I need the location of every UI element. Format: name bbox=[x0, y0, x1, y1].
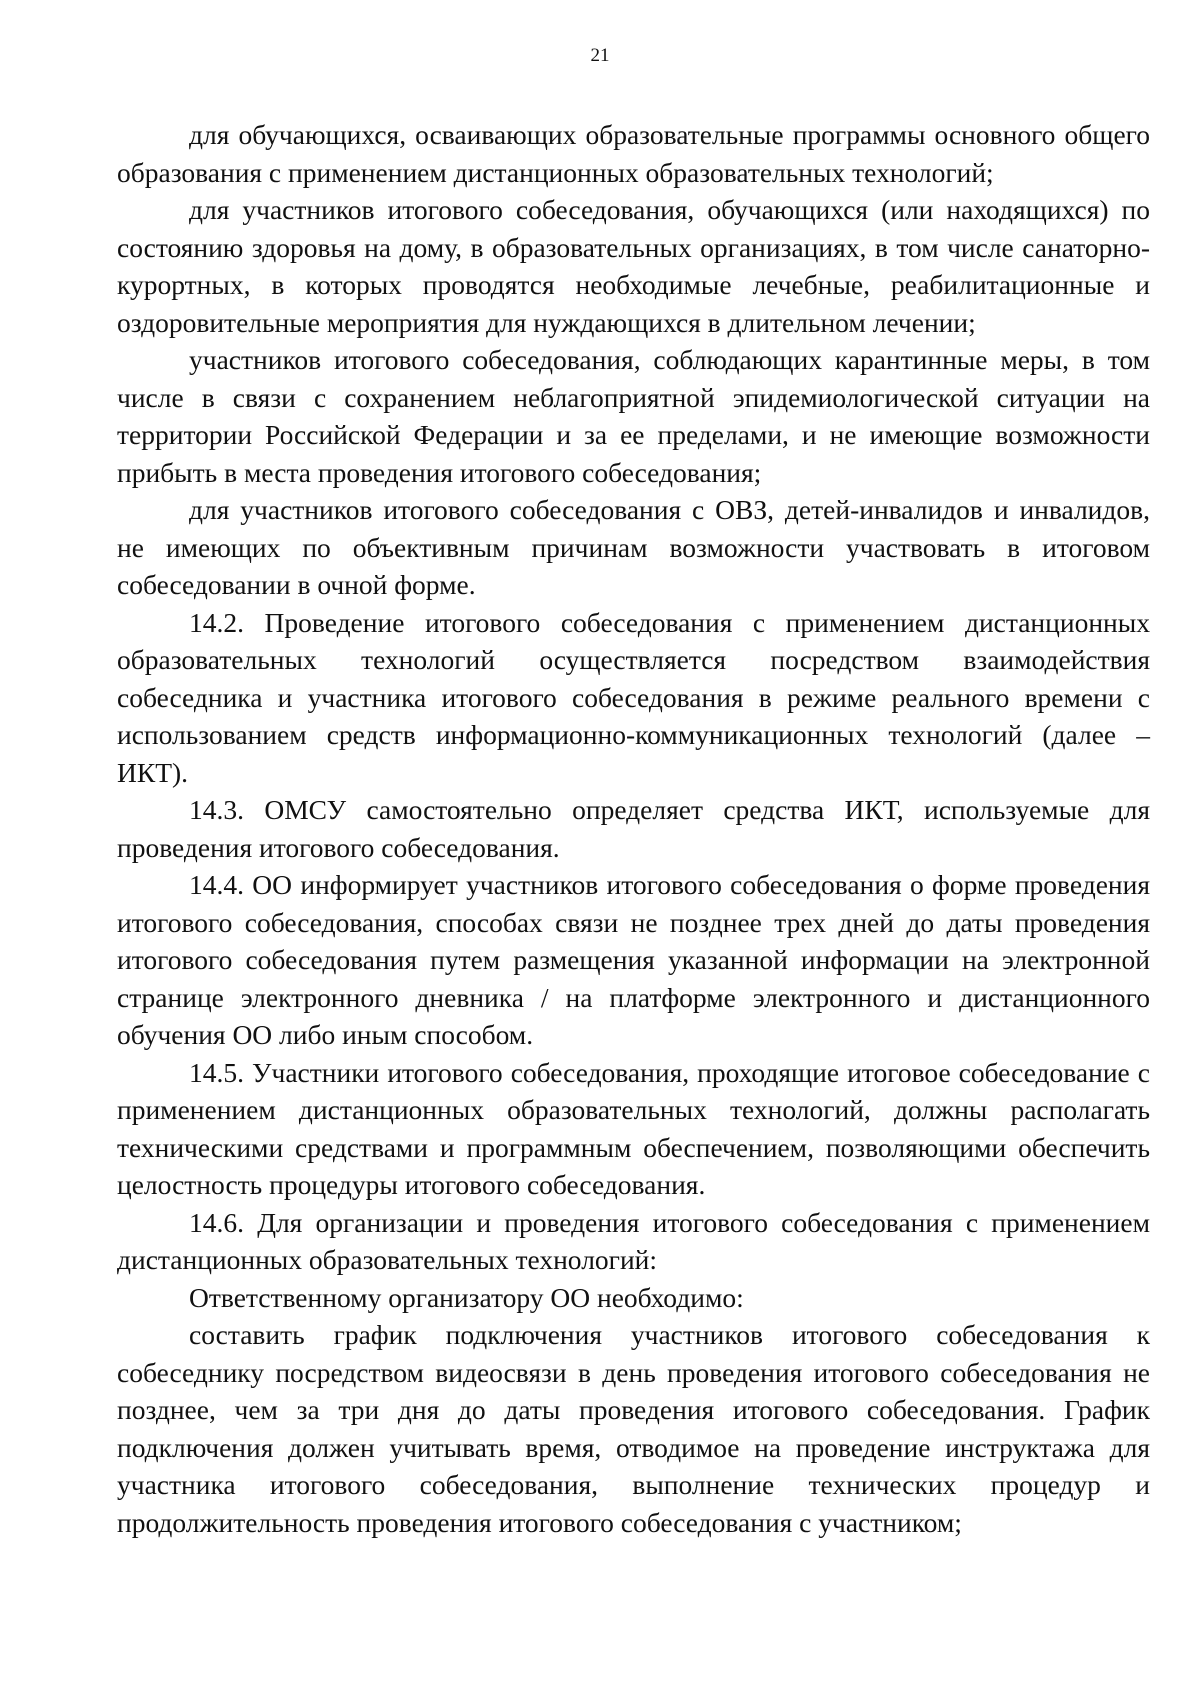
paragraph-14-2: 14.2. Проведение итогового собеседования с применением дистанционных образовательных технологий осуществляется посредством взаимодействия собеседника и участника итогового собеседования в режиме реального времени с использованием средств информационно-коммуникационных технологий (далее – ИКТ). bbox=[117, 606, 1150, 788]
paragraph-2: для участников итогового собеседования, обучающихся (или находящихся) по состоянию здоровья на дому, в образовательных организациях, в том числе санаторно-курортных, в которых проводятся необходимые лечебные, реабилитационные и оздоровительные мероприятия для нуждающихся в длительном лечении; bbox=[117, 194, 1150, 338]
paragraph-organizer: Ответственному организатору ОО необходимо: bbox=[189, 1281, 744, 1313]
paragraph-schedule: составить график подключения участников итогового собеседования к собеседнику посредством видеосвязи в день проведения итогового собеседования не позднее, чем за три дня до даты проведения итогового собеседования. График подключения должен учитывать время, отводимое на проведение инструктажа для участника итогового собеседования, выполнение технических процедур и продолжительность проведения итогового собеседования с участником; bbox=[117, 1319, 1150, 1538]
paragraph-14-3: 14.3. ОМСУ самостоятельно определяет средства ИКТ, используемые для проведения итогового собеседования. bbox=[117, 794, 1150, 863]
paragraph-4: для участников итогового собеседования с ОВЗ, детей-инвалидов и инвалидов, не имеющих по объективным причинам возможности участвовать в итоговом собеседовании в очной форме. bbox=[117, 494, 1150, 600]
paragraph-1: для обучающихся, осваивающих образовательные программы основного общего образования с применением дистанционных образовательных технологий; bbox=[117, 119, 1150, 188]
document-body bbox=[117, 116, 1150, 1541]
paragraph-3: участников итогового собеседования, соблюдающих карантинные меры, в том числе в связи с сохранением неблагоприятной эпидемиологической ситуации на территории Российской Федерации и за ее пределами, и не имеющие возможности прибыть в места проведения итогового собеседования; bbox=[117, 344, 1150, 488]
paragraph-14-5: 14.5. Участники итогового собеседования, проходящие итоговое собеседование с применением дистанционных образовательных технологий, должны располагать техническими средствами и программным обеспечением, позволяющими обеспечить целостность процедуры итогового собеседования. bbox=[117, 1056, 1150, 1200]
page-number: 21 bbox=[590, 45, 610, 66]
paragraph-14-4: 14.4. ОО информирует участников итогового собеседования о форме проведения итогового собеседования, способах связи не позднее трех дней до даты проведения итогового собеседования путем размещения указанной информации на электронной странице электронного дневника / на платформе электронного и дистанционного обучения ОО либо иным способом. bbox=[117, 869, 1150, 1050]
paragraph-14-6: 14.6. Для организации и проведения итогового собеседования с применением дистанционных образовательных технологий: bbox=[117, 1206, 1150, 1275]
